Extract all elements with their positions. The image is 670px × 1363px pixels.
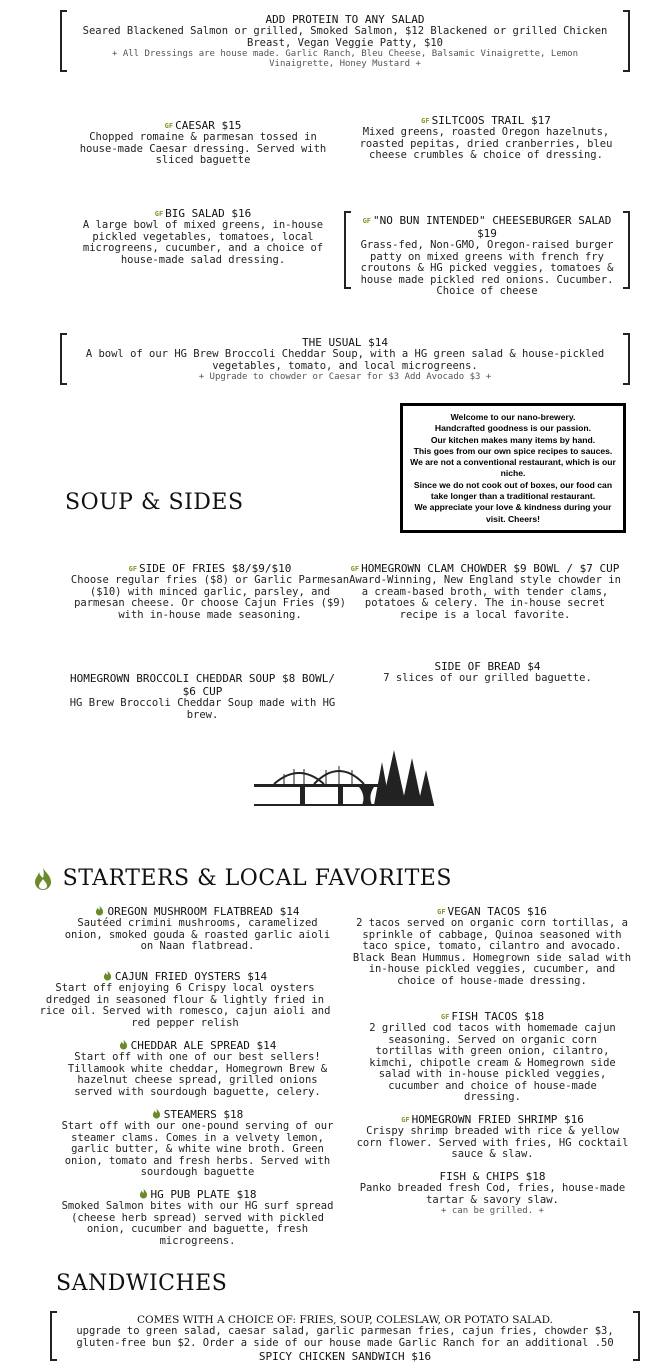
gluten-free-badge: GF (440, 1013, 450, 1021)
item-desc: Start off enjoying 6 Crispy local oysters dredged in seasoned flour & lightly fried in rice oil. Served with romesco, cajun aioli and red pepper relish (39, 982, 331, 1029)
menu-item-cajun-fried-oysters (35, 970, 335, 1029)
soup-sides-heading: SOUP & SIDES (65, 490, 244, 515)
item-title: VEGAN TACOS $16 (447, 905, 547, 918)
item-title: "NO BUN INTENDED" CHEESEBURGER SALAD $19 (373, 214, 612, 240)
menu-item-fish-tacos (360, 1010, 625, 1104)
item-title: FISH TACOS $18 (451, 1010, 545, 1023)
item-title: HG PUB PLATE $18 (150, 1188, 257, 1201)
item-desc: Chopped romaine & parmesan tossed in house-made Caesar dressing. Served with sliced baguette (79, 131, 327, 166)
menu-item-oregon-mushroom-flatbread (60, 905, 335, 953)
item-desc: Smoked Salmon bites with our HG surf spread (cheese herb spread) served with pickled onion, cucumber and baguette, fresh microgreens. (61, 1200, 334, 1247)
gluten-free-badge: GF (362, 217, 371, 225)
starters-heading: STARTERS & LOCAL FAVORITES (62, 866, 452, 891)
the-usual-note: + Upgrade to chowder or Caesar for $3 Add Avocado $3 + (198, 372, 492, 382)
item-title: SILTCOOS TRAIL $17 (431, 114, 551, 127)
item-desc: Start off with one of our best sellers! Tillamook white cheddar, Homegrown Brew & hazelnut cheese spread, grilled onions served with sourdough baguette, celery. (67, 1051, 328, 1098)
nano-brewery-notice (400, 403, 626, 533)
gluten-free-badge: GF (421, 117, 430, 125)
notice-line: We appreciate your love & kindness during your visit. Cheers! (414, 502, 612, 524)
item-title: HOMEGROWN FRIED SHRIMP $16 (411, 1113, 584, 1126)
item-note: + can be grilled. + (441, 1206, 544, 1216)
gluten-free-badge: GF (437, 908, 446, 916)
the-usual-desc: A bowl of our HG Brew Broccoli Cheddar Soup, with a HG green salad & house-pickled vegetables, tomato, and local microgreens. (85, 348, 605, 372)
item-desc: Crispy shrimp breaded with rice & yellow corn flower. Served with fries, HG cocktail sauce & slaw. (356, 1125, 629, 1160)
gluten-free-badge: GF (128, 565, 138, 573)
item-title: HOMEGROWN CLAM CHOWDER $9 BOWL / $7 CUP (361, 562, 620, 575)
starters-heading-row (33, 866, 452, 891)
protein-box-desc: Seared Blackened Salmon or grilled, Smoked Salmon, $12 Blackened or grilled Chicken Breast, Vegan Veggie Patty, $10 (82, 25, 608, 49)
item-desc: Award-Winning, New England style chowder in a cream-based broth, with tender clams, potatoes & celery. The in-house secret recipe is a local favorite. (349, 574, 621, 621)
flame-icon (139, 1188, 148, 1199)
protein-box (60, 10, 630, 72)
sandwiches-sides-box (50, 1311, 640, 1361)
menu-item-hg-pub-plate (60, 1188, 335, 1247)
notice-line: We are not a conventional restaurant, which is our niche. (410, 457, 616, 479)
sandwich-item-title: SPICY CHICKEN SANDWICH $16 (258, 1350, 432, 1363)
item-title: CAESAR $15 (175, 119, 242, 132)
item-desc: 7 slices of our grilled baguette. (383, 672, 592, 684)
notice-line: Since we do not cook out of boxes, our food can take longer than a traditional restaurant. (413, 479, 613, 502)
item-desc: Start off with our one-pound serving of our steamer clams. Comes in a velvety lemon, garlic butter, & white wine broth. Green onion, tomato and fresh herbs. Served with sourdough baguette (61, 1120, 334, 1178)
the-usual-box (60, 333, 630, 385)
item-title: SIDE OF FRIES $8/$9/$10 (139, 562, 292, 575)
menu-item-vegan-tacos (352, 905, 632, 987)
gluten-free-badge: GF (350, 565, 360, 573)
item-title: BIG SALAD $16 (165, 207, 252, 220)
sandwiches-box-desc: upgrade to green salad, caesar salad, garlic parmesan fries, cajun fries, chowder $3, gluten-free bun $2. Order a side of our house made Garlic Ranch for an additional .50 (76, 1325, 614, 1349)
item-desc: 2 grilled cod tacos with homemade cajun seasoning. Served on organic corn tortillas with green onion, cilantro, kimchi, chipotle cream & Homegrown side salad with in-house pickled veggies, cucumber and choice of house-made dressing. (369, 1022, 616, 1103)
menu-item-cheddar-ale-spread (60, 1039, 335, 1098)
item-title: SIDE OF BREAD $4 (434, 660, 541, 673)
menu-item-no-bun-intended (344, 211, 630, 297)
menu-item-siltcoos-trail (357, 114, 615, 162)
the-usual-title: THE USUAL $14 (301, 336, 389, 349)
menu-item-side-of-fries (70, 562, 350, 621)
item-desc: Sautéed crimini mushrooms, caramelized onion, smoked gouda & roasted garlic aioli on Naan flatbread. (64, 917, 331, 952)
item-title: CAJUN FRIED OYSTERS $14 (114, 970, 268, 983)
gluten-free-badge: GF (401, 1116, 410, 1124)
flame-icon (103, 970, 112, 981)
item-title: HOMEGROWN BROCCOLI CHEDDAR SOUP $8 BOWL/ $6 CUP (70, 672, 335, 698)
item-desc: A large bowl of mixed greens, in-house pickled vegetables, tomatoes, local microgreens, cucumber, and a choice of house-made salad dressing. (82, 219, 324, 266)
flame-icon (119, 1039, 128, 1050)
menu-item-steamers (60, 1108, 335, 1179)
item-desc: Panko breaded fresh Cod, fries, house-made tartar & savory slaw. (359, 1182, 626, 1206)
notice-line: This goes from our own spice recipes to sauces. (413, 445, 613, 456)
notice-line: Our kitchen makes many items by hand. (430, 434, 596, 445)
notice-line: Welcome to our nano-brewery. (450, 412, 576, 422)
menu-item-big-salad (78, 207, 328, 266)
menu-item-side-of-bread (365, 660, 610, 685)
protein-box-title: ADD PROTEIN TO ANY SALAD (265, 13, 425, 26)
item-title: STEAMERS $18 (163, 1108, 244, 1121)
item-title: FISH & CHIPS $18 (439, 1170, 546, 1183)
item-desc: HG Brew Broccoli Cheddar Soup made with HG brew. (69, 697, 336, 721)
item-title: CHEDDAR ALE SPREAD $14 (130, 1039, 277, 1052)
menu-item-homegrown-fried-shrimp (355, 1113, 630, 1161)
menu-item-clam-chowder (345, 562, 625, 621)
bridge-trees-illustration (254, 748, 434, 808)
menu-item-caesar (78, 119, 328, 167)
flame-icon (33, 867, 53, 891)
flame-icon (152, 1108, 161, 1119)
protein-box-note: + All Dressings are house made. Garlic Ranch, Bleu Cheese, Balsamic Vinaigrette, Lemon Vinaigrette, Honey Mustard + (112, 49, 578, 69)
sandwiches-heading: SANDWICHES (56, 1271, 228, 1296)
item-desc: Grass-fed, Non-GMO, Oregon-raised burger patty on mixed greens with french fry croutons & HG picked veggies, tomatoes & house made pickled red onions. Cucumber. Choice of cheese (360, 239, 614, 297)
notice-line: Handcrafted goodness is our passion. (434, 423, 592, 434)
gluten-free-badge: GF (154, 210, 164, 218)
item-desc: 2 tacos served on organic corn tortillas, a sprinkle of cabbage, Quinoa seasoned with taco spice, tomato, cilantro and avocado. Black Bean Hummus. Homegrown side salad with in-house pickled veggies, cucumber, and choice of house-made dressing. (352, 917, 632, 987)
flame-icon (95, 905, 104, 916)
item-desc: Choose regular fries ($8) or Garlic Parmesan ($10) with minced garlic, parsley, and parmesan cheese. Or choose Cajun Fries ($9) with in-house made seasoning. (70, 574, 350, 621)
gluten-free-badge: GF (164, 122, 174, 130)
item-title: OREGON MUSHROOM FLATBREAD $14 (107, 905, 300, 918)
menu-item-broccoli-cheddar-soup (65, 672, 340, 721)
sandwiches-box-title: COMES WITH A CHOICE OF: FRIES, SOUP, COLESLAW, OR POTATO SALAD. (137, 1314, 553, 1326)
item-desc: Mixed greens, roasted Oregon hazelnuts, roasted pepitas, dried cranberries, bleu cheese crumbles & choice of dressing. (359, 126, 613, 161)
menu-item-fish-and-chips (355, 1170, 630, 1216)
